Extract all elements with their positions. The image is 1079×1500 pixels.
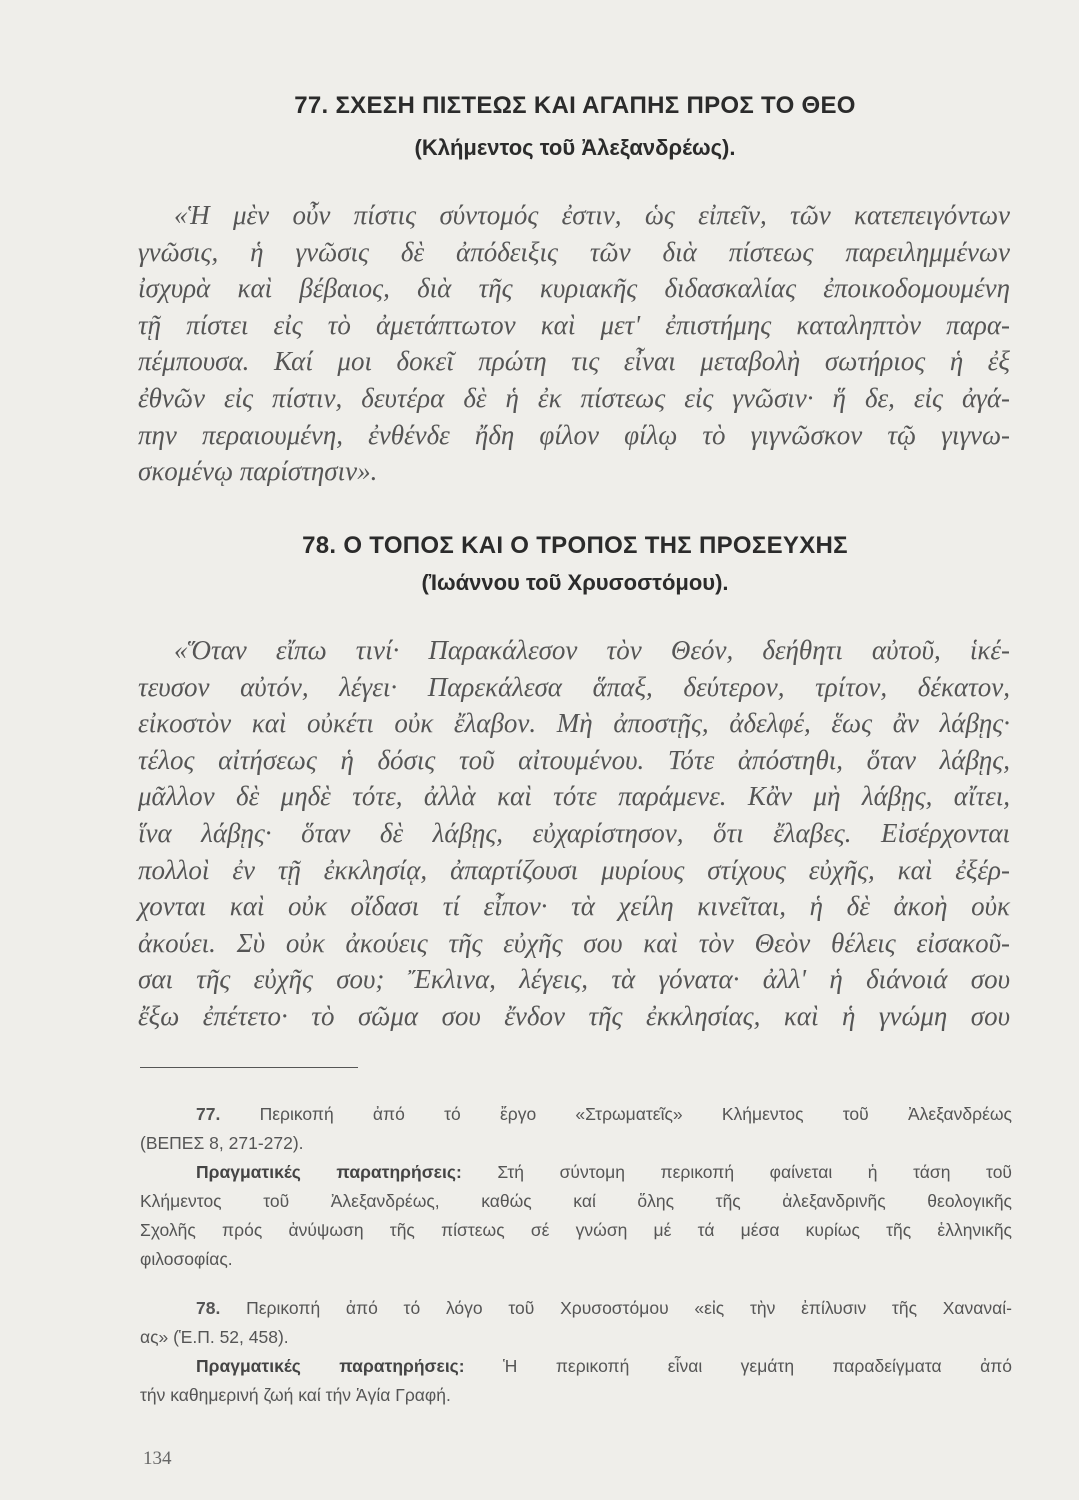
footnote-line: [140, 1294, 1012, 1323]
footnote-line: [140, 1100, 1012, 1129]
section-77-author: (Κλήμεντος τοῦ Ἀλεξανδρέως).: [414, 135, 736, 160]
footnote-78: [140, 1294, 1012, 1410]
quote-line: εἰκοστὸν καὶ οὐκέτι οὐκ ἔλαβον. Μὴ ἀποστῇς, ἀδελφέ, ἕως ἂν λάβῃς·: [138, 708, 1010, 739]
footnote-line: [140, 1352, 1012, 1381]
footnote-line: φιλοσοφίας.: [140, 1249, 233, 1269]
footnote-text: Στή σύντομη περικοπή φαίνεται ἡ τάση τοῦ: [497, 1162, 1012, 1182]
footnote-number: 78.: [196, 1298, 221, 1318]
quote-line: γνῶσις, ἡ γνῶσις δὲ ἀπόδειξις τῶν διὰ πίστεως παρειλημμένων: [138, 236, 1010, 267]
quote-line: σκομένῳ παρίστησιν».: [138, 456, 378, 487]
quote-line: πέμπουσα. Καί μοι δοκεῖ πρώτη τις εἶναι μεταβολὴ σωτήριος ἡ ἐξ: [138, 346, 1010, 377]
footnote-line: [140, 1158, 1012, 1187]
section-78-quote: [138, 632, 1010, 1035]
footnote-line: (ΒΕΠΕΣ 8, 271-272).: [140, 1133, 304, 1153]
quote-line: σαι τῆς εὐχῆς σου; Ἔκλινα, λέγεις, τὰ γόνατα· ἀλλ' ἡ διάνοιά σου: [138, 964, 1010, 995]
footnote-text: Περικοπή ἀπό τό λόγο τοῦ Χρυσοστόμου «εἰς τὴν ἐπίλυσιν τῆς Χαναναί-: [246, 1298, 1012, 1318]
quote-line: πολλοὶ ἐν τῇ ἐκκλησίᾳ, ἀπαρτίζουσι μυρίους στίχους εὐχῆς, καὶ ἐξέρ-: [138, 854, 1010, 885]
section-77-title: 77. ΣΧΕΣΗ ΠΙΣΤΕΩΣ ΚΑΙ ΑΓΑΠΗΣ ΠΡΟΣ ΤΟ ΘΕΟ: [294, 92, 856, 119]
section-77-quote: [138, 197, 1010, 490]
footnote-line: τήν καθημερινή ζωή καί τήν Ἁγία Γραφή.: [140, 1385, 451, 1405]
quote-line: μᾶλλον δὲ μηδὲ τότε, ἀλλὰ καὶ τότε παράμενε. Κἂν μὴ λάβῃς, αἴτει,: [138, 781, 1010, 812]
footnote-line: ας» (Ἑ.Π. 52, 458).: [140, 1327, 289, 1347]
footnote-77: [140, 1100, 1012, 1274]
quote-line: ἀκούει. Σὺ οὐκ ἀκούεις τῆς εὐχῆς σου καὶ τὸν Θεὸν θέλεις εἰσακοῦ-: [138, 927, 1010, 958]
footnote-number: 77.: [196, 1104, 221, 1124]
observations-label: Πραγματικές παρατηρήσεις:: [196, 1356, 465, 1376]
quote-line: ἵνα λάβῃς· ὅταν δὲ λάβῃς, εὐχαρίστησον, ὅτι ἔλαβες. Εἰσέρχονται: [138, 817, 1010, 848]
quote-line: τευσον αὐτόν, λέγει· Παρεκάλεσα ἅπαξ, δεύτερον, τρίτον, δέκατον,: [138, 671, 1010, 702]
quote-line: ἐθνῶν εἰς πίστιν, δευτέρα δὲ ἡ ἐκ πίστεως εἰς γνῶσιν· ἥ δε, εἰς ἀγά-: [138, 382, 1010, 413]
quote-line: τέλος αἰτήσεως ἡ δόσις τοῦ αἰτουμένου. Τότε ἀπόστηθι, ὅταν λάβῃς,: [138, 744, 1010, 775]
quote-line: ἰσχυρὰ καὶ βέβαιος, διὰ τῆς κυριακῆς διδασκαλίας ἐποικοδομουμένη: [138, 273, 1010, 304]
section-78-author: (Ἰωάννου τοῦ Χρυσοστόμου).: [421, 570, 729, 595]
quote-line: «Ἡ μὲν οὖν πίστις σύντομός ἐστιν, ὡς εἰπεῖν, τῶν κατεπειγόντων: [174, 200, 1010, 230]
quote-line: πην περαιουμένη, ἐνθένδε ἤδη φίλον φίλῳ τὸ γιγνῶσκον τῷ γιγνω-: [138, 419, 1010, 450]
section-78-title: 78. Ο ΤΟΠΟΣ ΚΑΙ Ο ΤΡΟΠΟΣ ΤΗΣ ΠΡΟΣΕΥΧΗΣ: [302, 532, 848, 559]
page-number: 134: [143, 1448, 172, 1469]
observations-label: Πραγματικές παρατηρήσεις:: [196, 1162, 462, 1182]
footnote-line: Κλήμεντος τοῦ Ἀλεξανδρέως, καθώς καί ὅλης τῆς ἀλεξανδρινῆς θεολογικῆς: [140, 1191, 1012, 1211]
quote-line: «Ὅταν εἴπω τινί· Παρακάλεσον τὸν Θεόν, δεήθητι αὐτοῦ, ἱκέ-: [174, 635, 1010, 665]
quote-line: τῇ πίστει εἰς τὸ ἀμετάπτωτον καὶ μετ' ἐπιστήμης καταληπτὸν παρα-: [138, 309, 1010, 340]
quote-line: ἔξω ἐπέτετο· τὸ σῶμα σου ἔνδον τῆς ἐκκλησίας, καὶ ἡ γνώμη σου: [138, 1000, 1010, 1031]
footnote-text: Ἡ περικοπή εἶναι γεμάτη παραδείγματα ἀπό: [503, 1356, 1012, 1376]
footnote-divider: [140, 1067, 358, 1068]
quote-line: χονται καὶ οὐκ οἴδασι τί εἶπον· τὰ χείλη κινεῖται, ἡ δὲ ἀκοὴ οὐκ: [138, 891, 1010, 922]
footnote-line: Σχολῆς πρός ἀνύψωση τῆς πίστεως σέ γνώση μέ τά μέσα κυρίως τῆς ἑλληνικῆς: [140, 1220, 1012, 1240]
footnote-text: Περικοπή ἀπό τό ἔργο «Στρωματεῖς» Κλήμεντος τοῦ Ἀλεξανδρέως: [259, 1104, 1012, 1124]
